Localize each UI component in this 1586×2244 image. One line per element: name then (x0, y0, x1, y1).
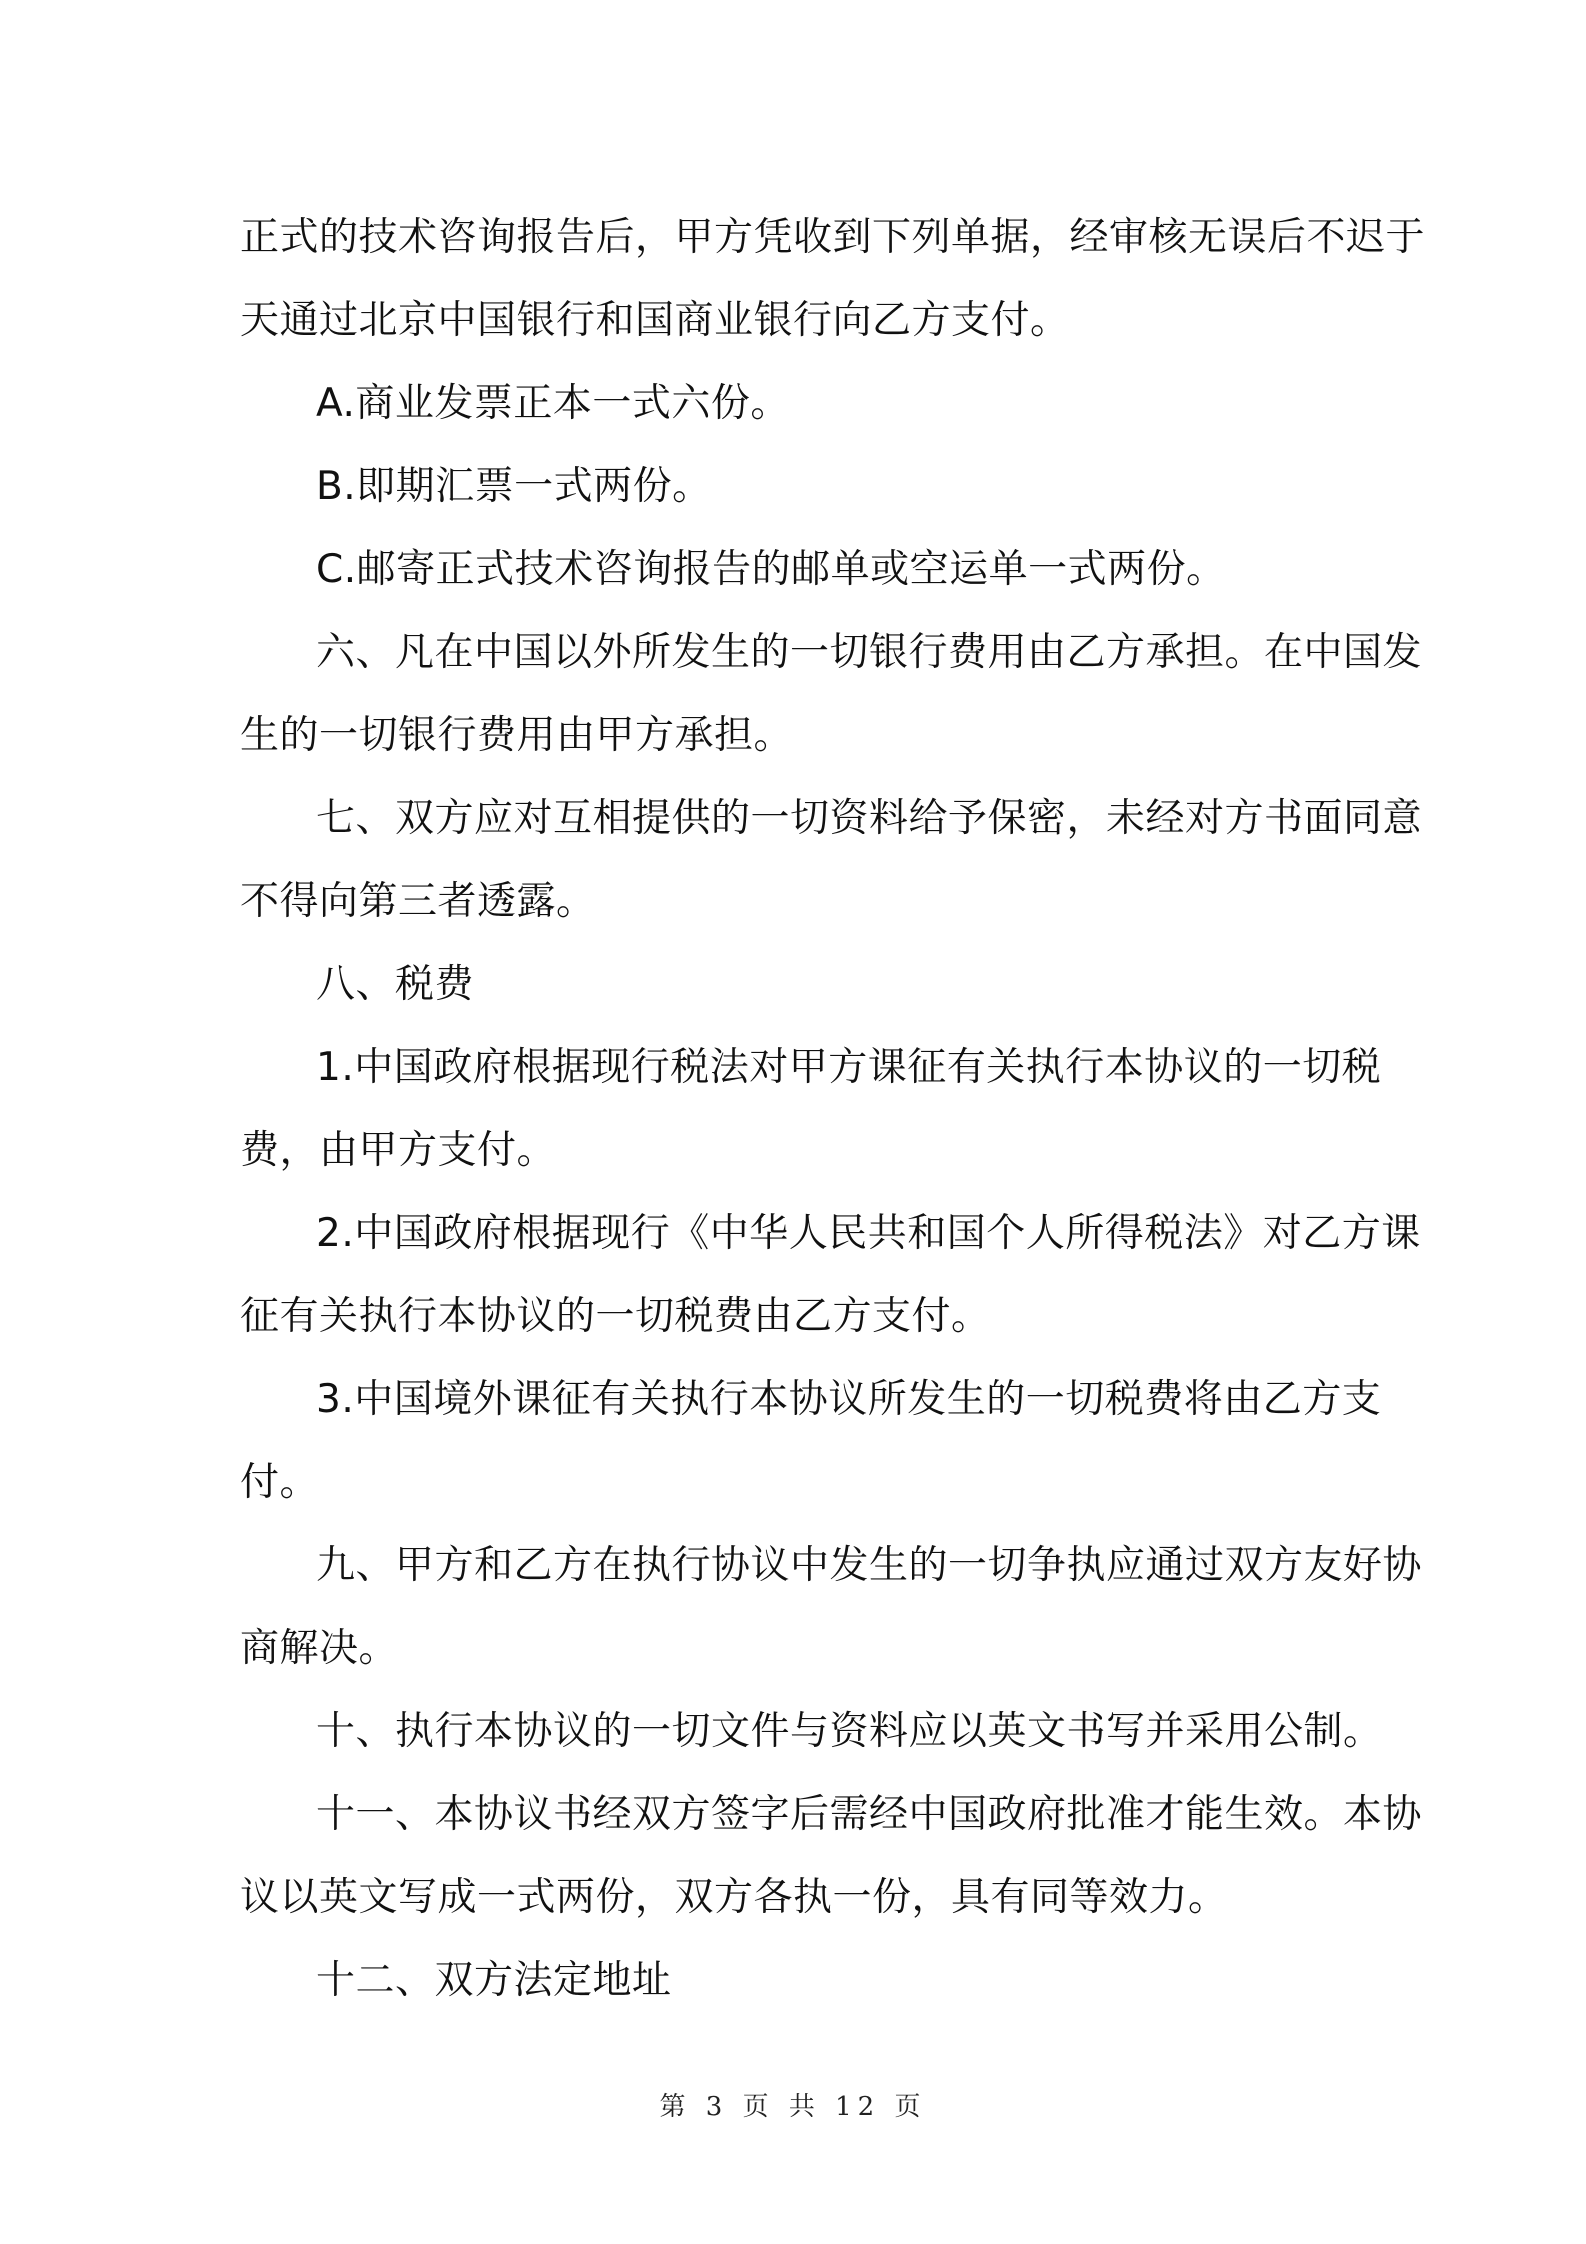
text-line: 十、执行本协议的一切文件与资料应以英文书写并采用公制。 (316, 1709, 1383, 1754)
text-line: 六、凡在中国以外所发生的一切银行费用由乙方承担。在中国发 (316, 630, 1423, 675)
text-line: 1.中国政府根据现行税法对甲方课征有关执行本协议的一切税 (316, 1045, 1382, 1090)
text-line: 不得向第三者透露。 (240, 879, 596, 924)
text-line: 天通过北京中国银行和国商业银行向乙方支付。 (240, 298, 1070, 343)
text-line: 2.中国政府根据现行《中华人民共和国个人所得税法》对乙方课 (316, 1211, 1421, 1256)
text-line: 费，由甲方支付。 (240, 1128, 557, 1173)
page-number: 第 3 页 共 12 页 (659, 2092, 927, 2122)
text-line: 付。 (240, 1460, 320, 1505)
text-line: A.商业发票正本一式六份。 (316, 381, 790, 426)
text-line: B.即期汇票一式两份。 (316, 464, 712, 509)
text-line: 征有关执行本协议的一切税费由乙方支付。 (240, 1294, 991, 1339)
section-heading: 八、税费 (316, 962, 475, 1007)
text-line: 十一、本协议书经双方签字后需经中国政府批准才能生效。本协 (316, 1792, 1423, 1837)
text-line: 3.中国境外课征有关执行本协议所发生的一切税费将由乙方支 (316, 1377, 1382, 1422)
text-line: 正式的技术咨询报告后，甲方凭收到下列单据，经审核无误后不迟于 (240, 215, 1426, 260)
text-line: 生的一切银行费用由甲方承担。 (240, 713, 794, 758)
document-body (240, 196, 1426, 2022)
text-line: 议以英文写成一式两份，双方各执一份，具有同等效力。 (240, 1875, 1228, 1920)
text-line: C.邮寄正式技术咨询报告的邮单或空运单一式两份。 (316, 547, 1226, 592)
section-heading: 十二、双方法定地址 (316, 1958, 672, 2003)
text-line: 七、双方应对互相提供的一切资料给予保密，未经对方书面同意 (316, 796, 1423, 841)
text-line: 九、甲方和乙方在执行协议中发生的一切争执应通过双方友好协 (316, 1543, 1423, 1588)
text-line: 商解决。 (240, 1626, 399, 1671)
